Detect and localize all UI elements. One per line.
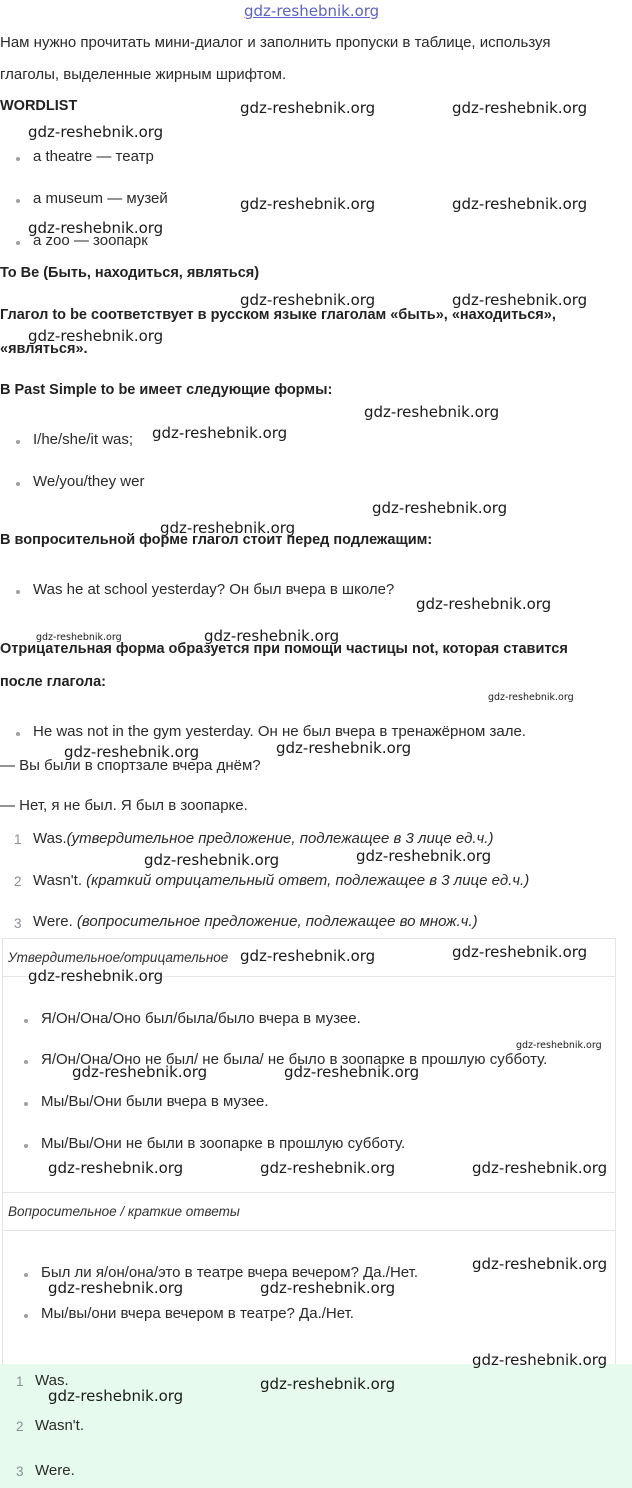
- explanation-note: (утвердительное предложение, подлежащее в 3 лице ед.ч.): [66, 830, 494, 847]
- question-heading: В вопросительной форме глагол стоит перед подлежащим:: [0, 532, 433, 548]
- list-number: 2: [14, 874, 22, 889]
- tobe-desc-line-2: «являться».: [0, 341, 88, 357]
- intro-line-1: Нам нужно прочитать мини-диалог и заполнить пропуски в таблице, используя: [0, 34, 551, 51]
- explanation-word: Was.: [33, 830, 67, 847]
- bullet-icon: [16, 590, 20, 594]
- table-item: Я/Он/Она/Оно был/была/было вчера в музее.: [41, 1010, 361, 1027]
- watermark: gdz-reshebnik.org: [48, 1279, 184, 1297]
- table-section-title: Вопросительное / краткие ответы: [8, 1204, 240, 1219]
- answer-number: 2: [16, 1419, 24, 1434]
- table-item: Мы/Вы/Они не были в зоопарке в прошлую субботу.: [41, 1135, 406, 1152]
- list-number: 1: [14, 832, 22, 847]
- watermark: gdz-reshebnik.org: [452, 195, 588, 213]
- watermark: gdz-reshebnik.org: [452, 943, 588, 961]
- answer-item: Were.: [35, 1462, 75, 1479]
- table-item: Был ли я/он/она/это в театре вчера вечером? Да./Нет.: [41, 1264, 419, 1281]
- watermark: gdz-reshebnik.org: [472, 1351, 608, 1369]
- watermark: gdz-reshebnik.org: [28, 219, 164, 237]
- bullet-icon: [24, 1019, 28, 1023]
- watermark: gdz-reshebnik.org: [452, 291, 588, 309]
- answer-number: 1: [16, 1374, 24, 1389]
- watermark: gdz-reshebnik.org: [364, 403, 500, 421]
- dialog-line: — Вы были в спортзале вчера днём?: [0, 757, 261, 774]
- bullet-icon: [24, 1314, 28, 1318]
- watermark: gdz-reshebnik.org: [28, 967, 164, 985]
- watermark: gdz-reshebnik.org: [152, 424, 288, 442]
- watermark: gdz-reshebnik.org: [48, 1159, 184, 1177]
- watermark: gdz-reshebnik.org: [204, 627, 340, 645]
- watermark: gdz-reshebnik.org: [472, 1255, 608, 1273]
- past-simple-heading: В Past Simple to be имеет следующие формы:: [0, 382, 333, 398]
- bullet-icon: [16, 241, 20, 245]
- watermark-top[interactable]: gdz-reshebnik.org: [244, 2, 380, 20]
- watermark: gdz-reshebnik.org: [260, 1279, 396, 1297]
- wordlist-heading: WORDLIST: [0, 98, 78, 114]
- watermark: gdz-reshebnik.org: [276, 739, 412, 757]
- watermark: gdz-reshebnik.org: [472, 1159, 608, 1177]
- watermark: gdz-reshebnik.org: [144, 851, 280, 869]
- watermark: gdz-reshebnik.org: [48, 1387, 184, 1405]
- watermark: gdz-reshebnik.org: [260, 1159, 396, 1177]
- bullet-icon: [16, 482, 20, 486]
- table-divider: [2, 1192, 616, 1193]
- explanation-note: (вопросительное предложение, подлежащее во множ.ч.): [76, 913, 478, 930]
- grammar-table: [2, 938, 616, 1366]
- watermark: gdz-reshebnik.org: [284, 1063, 420, 1081]
- table-divider: [2, 1230, 616, 1231]
- watermark: gdz-reshebnik.org: [240, 99, 376, 117]
- bullet-icon: [16, 199, 20, 203]
- wordlist-item: a theatre — театр: [33, 148, 154, 165]
- negative-heading-line-2: после глагола:: [0, 674, 107, 690]
- watermark: gdz-reshebnik.org: [28, 327, 164, 345]
- negative-example: He was not in the gym yesterday. Он не был вчера в тренажёрном зале.: [33, 723, 526, 740]
- watermark: gdz-reshebnik.org: [36, 632, 122, 643]
- explanation-word: Were.: [33, 913, 73, 930]
- wordlist-item: a zoo — зоопарк: [33, 232, 148, 249]
- watermark: gdz-reshebnik.org: [260, 1375, 396, 1393]
- list-number: 3: [14, 916, 22, 931]
- intro-line-2: глаголы, выделенные жирным шрифтом.: [0, 66, 287, 83]
- bullet-icon: [16, 157, 20, 161]
- table-item: Мы/Вы/Они были вчера в музее.: [41, 1093, 269, 1110]
- answer-number: 3: [16, 1464, 24, 1479]
- bullet-icon: [16, 440, 20, 444]
- explanation-note: (краткий отрицательный ответ, подлежащее в 3 лице ед.ч.): [86, 872, 530, 889]
- bullet-icon: [24, 1273, 28, 1277]
- answer-item: Wasn't.: [35, 1417, 84, 1434]
- watermark: gdz-reshebnik.org: [240, 195, 376, 213]
- dialog-line: — Нет, я не был. Я был в зоопарке.: [0, 797, 248, 814]
- table-item: Я/Он/Она/Оно не был/ не была/ не было в зоопарке в прошлую субботу.: [41, 1051, 548, 1068]
- bullet-icon: [24, 1102, 28, 1106]
- wordlist-item: a museum — музей: [33, 190, 168, 207]
- table-item: Мы/вы/они вчера вечером в театре? Да./Нет.: [41, 1305, 354, 1322]
- tobe-heading: To Be (Быть, находиться, являться): [0, 265, 260, 281]
- watermark: gdz-reshebnik.org: [160, 519, 296, 537]
- table-section-title: Утвердительное/отрицательное: [8, 950, 229, 965]
- watermark: gdz-reshebnik.org: [28, 123, 164, 141]
- watermark: gdz-reshebnik.org: [356, 847, 492, 865]
- watermark: gdz-reshebnik.org: [64, 743, 200, 761]
- past-form-item: I/he/she/it was;: [33, 431, 134, 448]
- explanation-item: [33, 913, 478, 930]
- explanation-word: Wasn't.: [33, 872, 82, 889]
- bullet-icon: [16, 732, 20, 736]
- question-example: Was he at school yesterday? Он был вчера в школе?: [33, 581, 395, 598]
- explanation-item: [33, 872, 529, 889]
- answer-item: Was.: [35, 1372, 69, 1389]
- watermark: gdz-reshebnik.org: [516, 1040, 602, 1051]
- watermark: gdz-reshebnik.org: [240, 291, 376, 309]
- tobe-desc-line-1: Глагол to be соответствует в русском языке глаголам «быть», «находиться»,: [0, 307, 556, 323]
- watermark: gdz-reshebnik.org: [488, 692, 574, 703]
- watermark: gdz-reshebnik.org: [416, 595, 552, 613]
- watermark: gdz-reshebnik.org: [240, 947, 376, 965]
- negative-heading-line-1: Отрицательная форма образуется при помощи частицы not, которая ставится: [0, 641, 568, 657]
- watermark: gdz-reshebnik.org: [372, 499, 508, 517]
- bullet-icon: [24, 1144, 28, 1148]
- past-form-item: We/you/they wer: [33, 473, 145, 490]
- bullet-icon: [24, 1060, 28, 1064]
- explanation-item: [33, 830, 493, 847]
- watermark: gdz-reshebnik.org: [72, 1063, 208, 1081]
- watermark: gdz-reshebnik.org: [452, 99, 588, 117]
